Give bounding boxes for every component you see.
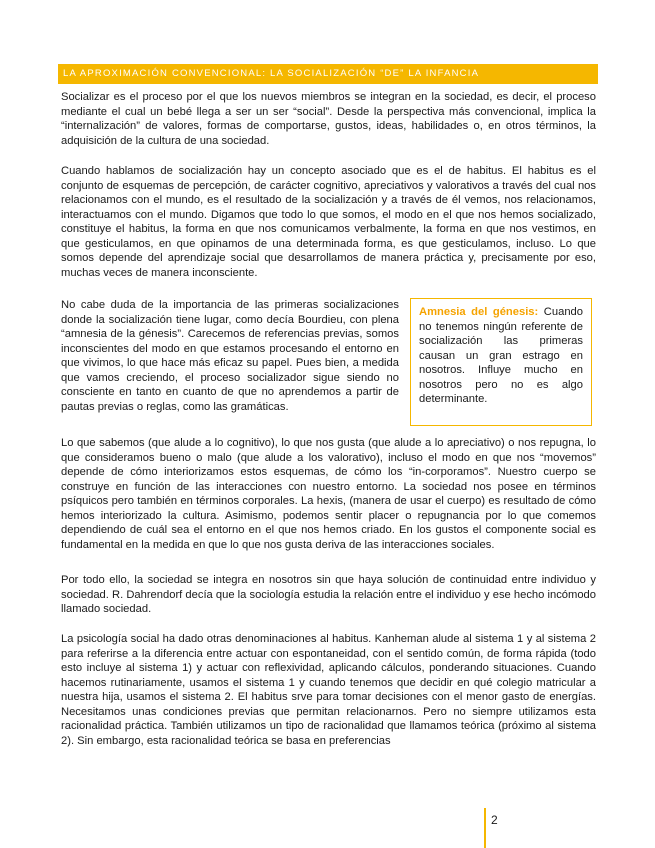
page-number: 2 <box>491 813 498 827</box>
page-number-bar <box>484 808 486 848</box>
paragraph-primeras-socializaciones: No cabe duda de la importancia de las primeras socializaciones donde la socialización tiene lugar, como decía Bourdieu, con plena “amnesia de la génesis”. Carecemos de referencias previas, somos inconscientes del modo en que estamos procesando el entorno en que vivimos, lo que hace más eficaz su papel. Pues bien, a medida que vamos creciendo, el proceso socializador sigue siendo no consciente en tanto en cuanto de que no aprendemos a partir de pautas previas o reglas, como las gramáticas. <box>61 299 399 413</box>
paragraph-cuerpo: Lo que sabemos (que alude a lo cognitivo), lo que nos gusta (que alude a lo apreciativo) o nos repugna, lo que consideramos bueno o malo (que alude a los valorativo), incluso el modo en que nos “movemos” depende de cómo interiorizamos estos esquemas, de cómo los “in-corporamos”. Nuestro cuerpo se construye en función de las interacciones con nuestro entorno. La sociedad nos posee en términos psíquicos pero también en términos corporales. La hexis, (manera de usar el cuerpo) es resultado de cómo hemos interiorizado la cultura. Asimismo, podemos sentir placer o repugnancia por lo que comemos dependiendo de cuál sea el entorno en el que nos hemos criado. En los gustos el componente social es fundamental en la medida en que lo que nos gusta deriva de las interacciones sociales. <box>61 437 596 551</box>
paragraph-habitus: Cuando hablamos de socialización hay un concepto asociado que es el de habitus. El habitus es el conjunto de esquemas de percepción, de carácter cognitivo, apreciativos y valorativos a través del cual nos relacionamos con el mundo, es el resultado de la socialización y a través de él vemos, nos relacionamos, interactuamos con el mundo. Digamos que todo lo que somos, el modo en el que nos hemos socializado, constituye el habitus, la forma en que nos comunicamos verbalmente, la forma en que nos vestimos, en que gesticulamos, en que opinamos de una determinada forma, es que gesticulamos, incluso. Lo que somos depende del aprendizaje social que desarrollamos de manera práctica y, precisamente por eso, muchas veces de manera inconsciente. <box>61 165 596 279</box>
section-title-banner: LA APROXIMACIÓN CONVENCIONAL: LA SOCIALIZACIÓN “DE” LA INFANCIA <box>58 64 598 84</box>
callout-title: Amnesia del génesis: <box>419 306 539 318</box>
paragraph-psicologia-social: La psicología social ha dado otras denominaciones al habitus. Kanheman alude al sistema 1 y al sistema 2 para referirse a la diferencia entre actuar con espontaneidad, con el sentido común, de forma rápida (todo esto incluye al sistema 1) y actuar con reflexividad, aplicando cálculos, ponderando situaciones. Cuando hacemos rutinariamente, usamos el sistema 1 y cuando tenemos que decidir en qué colegio matricular a nuestra hija, usamos el sistema 2. El habitus srve para tomar decisiones con el menor gasto de energías. Necesitamos unas condiciones previas que permitan relacionarnos. Pero no siempre utilizamos esta racionalidad práctica. También utilizamos un tipo de racionalidad que llamamos teórica (próximo al sistema 2). Sin embargo, esta racionalidad teórica se basa en preferencias <box>61 633 596 747</box>
callout-body: Cuando no tenemos ningún referente de socialización las primeras causan un gran estrago en nosotros. Influye mucho en nosotros pero no es algo determinante. <box>419 306 583 405</box>
paragraph-dahrendorf: Por todo ello, la sociedad se integra en nosotros sin que haya solución de continuidad entre individuo y sociedad. R. Dahrendorf decía que la sociología estudia la relación entre el individuo y ese hecho incómodo llamado sociedad. <box>61 574 596 615</box>
definition-callout <box>410 298 592 426</box>
paragraph-intro: Socializar es el proceso por el que los nuevos miembros se integran en la sociedad, es decir, el proceso mediante el cual un bebé llega a ser un ser “social”. Desde la perspectiva más convencional, implica la “internalización” de valores, formas de comportarse, gustos, ideas, habilidades o, en otros términos, la adquisición de la cultura de una sociedad. <box>61 91 596 147</box>
